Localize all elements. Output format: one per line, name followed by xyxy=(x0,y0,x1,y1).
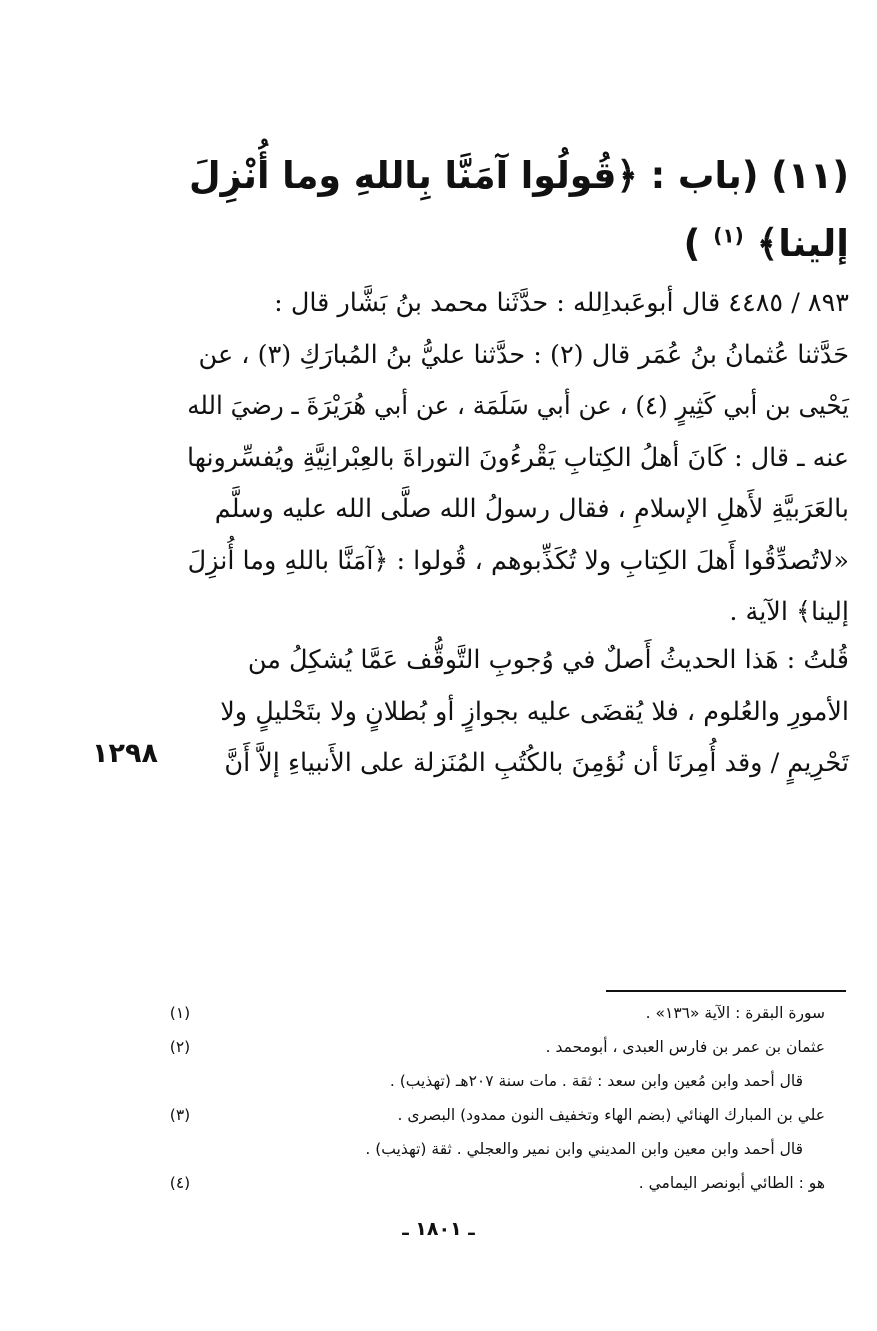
footnote-number: (١) xyxy=(169,1004,191,1022)
author-note xyxy=(187,635,849,790)
note-line-3: تَحْرِيمٍ / وقد أُمِرنَا أن نُؤمِنَ بالكُتُبِ المُنَزلة على الأَنبياءِ إلاَّ أَنَّ xyxy=(224,748,849,778)
footnote-number: (٢) xyxy=(169,1038,191,1056)
footnote-text: هو : الطائي أبونصر اليمامي . xyxy=(638,1174,825,1192)
note-line-1: قُلتُ : هَذا الحديثُ أَصلٌ في وُجوبِ التَّوقُّف عَمَّا يُشكِلُ من xyxy=(247,645,849,675)
note-line-2: الأمورِ والعُلوم ، فلا يُقضَى عليه بجوازٍ أو بُطلانٍ ولا بتَحْليلٍ ولا xyxy=(220,696,849,727)
footnote-1 xyxy=(159,996,839,1030)
footnote-text: قال أحمد وابن معين وابن المديني وابن نمير والعجلي . ثقة (تهذيب) . xyxy=(365,1140,803,1158)
footnote-2-continuation xyxy=(159,1064,839,1098)
footnote-number: (٣) xyxy=(169,1106,191,1124)
chapter-heading xyxy=(189,142,849,278)
footnote-text: سورة البقرة : الآية «١٣٦» . xyxy=(645,1004,825,1022)
footnote-text: قال أحمد وابن مُعين وابن سعد : ثقة . مات سنة ٢٠٧هـ (تهذيب) . xyxy=(389,1072,803,1090)
footnote-4 xyxy=(159,1166,839,1200)
footnote-ref-1: (١) xyxy=(713,223,744,248)
margin-page-reference: ١٢٩٨ xyxy=(92,738,158,769)
hadith-line-6: «لاتُصدِّقُوا أَهلَ الكِتابِ ولا تُكَذِّبوهم ، قُولوا : ﴿آمَنَّا باللهِ وما أُنزِلَ xyxy=(187,545,849,576)
hadith-text xyxy=(187,278,849,639)
chapter-heading-close: ) xyxy=(683,222,714,265)
footnote-3-continuation xyxy=(159,1132,839,1166)
footnote-2 xyxy=(159,1030,839,1064)
page-number: ـ ١٨٠١ ـ xyxy=(402,1218,475,1240)
chapter-heading-line-2 xyxy=(189,210,849,278)
footnote-text: علي بن المبارك الهنائي (بضم الهاء وتخفيف النون ممدود) البصرى . xyxy=(397,1106,825,1124)
footnote-3 xyxy=(159,1098,839,1132)
footnote-text: عثمان بن عمر بن فارس العبدى ، أبومحمد . xyxy=(545,1038,825,1056)
hadith-line-1: ٨٩٣ / ٤٤٨٥ قال أبوعَبداِلله : حدَّثَنا محمد بنُ بَشَّار قال : xyxy=(274,288,849,318)
hadith-line-7: إلينا﴾ الآية . xyxy=(729,597,849,627)
footnotes xyxy=(159,996,839,1200)
hadith-line-3: يَحْيى بن أبي كَثِيرٍ (٤) ، عن أبي سَلَمَة ، عن أبي هُرَيْرَةَ ـ رضيَ الله xyxy=(187,391,849,421)
footnote-separator xyxy=(606,990,846,992)
hadith-line-2: حَدَّثنا عُثمانُ بنُ عُمَر قال (٢) : حدَّثنا عليُّ بنُ المُبارَكِ (٣) ، عن xyxy=(198,339,849,370)
chapter-heading-line-1: (١١) (باب : ﴿قُولُوا آمَنَّا بِاللهِ وما أُنْزِلَ xyxy=(188,154,849,197)
footnote-number: (٤) xyxy=(169,1174,191,1192)
chapter-heading-line-2-text: إلينا﴾ xyxy=(743,222,849,265)
hadith-line-5: بالعَرَبيَّةِ لأَهلِ الإسلامِ ، فقال رسولُ الله صلَّى الله عليه وسلَّم xyxy=(214,494,849,524)
hadith-line-4: عنه ـ قال : كَانَ أهلُ الكِتابِ يَقْرءُونَ التوراةَ بالعِبْرانِيَّةِ ويُفسِّرونها xyxy=(187,442,849,473)
